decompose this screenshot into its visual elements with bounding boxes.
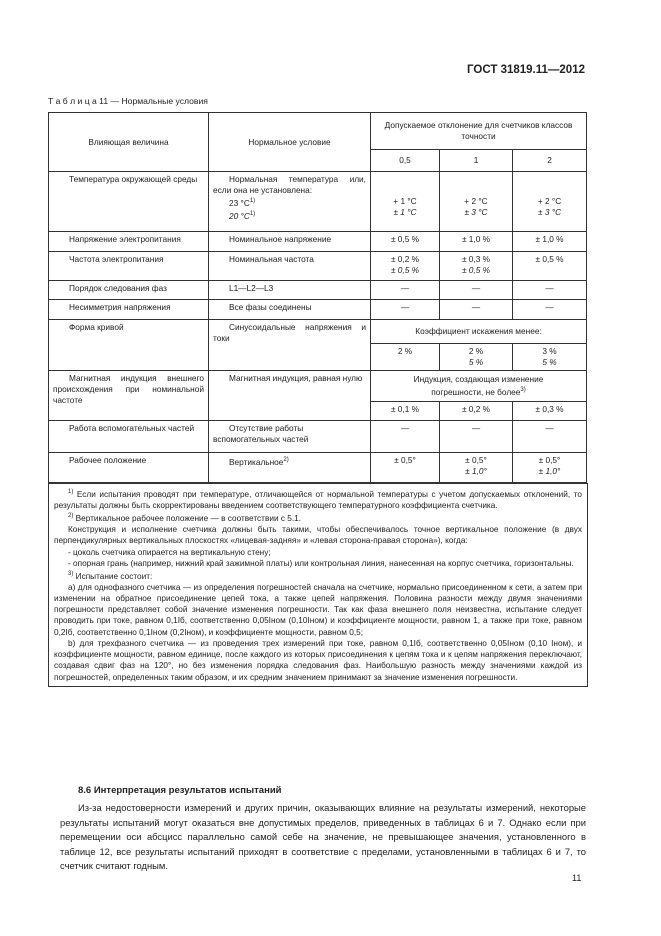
value-cell: ± 1,0 % xyxy=(440,232,513,252)
footnote-ref: 1) xyxy=(249,198,256,204)
condition-cell: Номинальная частота xyxy=(209,252,371,281)
table-row xyxy=(49,320,587,344)
condition-cell: L1—L2—L3 xyxy=(209,281,371,300)
normal-conditions-table xyxy=(48,112,587,483)
text: 5 % xyxy=(542,357,557,367)
class-header: 2 xyxy=(513,150,587,172)
section-paragraph: Из-за недостоверности измерений и других причин, оказывающих влияние на результаты измерений, некоторые результаты испытаний могут оказаться вне допустимых пределов, приведенных в таблицах 6 и 7. Однако если при перемещении оси абсцисс параллельно самой себе на значение, не превышающее значения, установленного в таблице 12, все результаты испытаний приходят в соответствие с пределами, установленными в таблицах 6 и 7, то счетчик считают годным. xyxy=(60,802,586,872)
condition-cell xyxy=(209,172,371,232)
value-cell: ± 0,1 % xyxy=(371,402,440,421)
factor-cell: Порядок следования фаз xyxy=(49,281,209,300)
factor-cell: Температура окружающей среды xyxy=(49,172,209,232)
text: 2) xyxy=(68,513,74,520)
condition-cell: Синусоидальные напряжения и токи xyxy=(209,320,371,371)
text: ± 3 °C xyxy=(537,207,562,217)
text: 3) xyxy=(68,570,74,577)
value-cell: ± 1,0 % xyxy=(513,232,587,252)
text: Вертикальное рабочее положение — в соответствии с 5.1. xyxy=(75,513,302,523)
footnote-ref: 1) xyxy=(249,210,256,217)
value-cell: ± 0,3 % xyxy=(513,402,587,421)
factor-cell: Форма кривой xyxy=(49,320,209,371)
table-row xyxy=(49,252,587,281)
value-cell: — xyxy=(440,300,513,320)
value-cell xyxy=(371,252,440,281)
value-cell: — xyxy=(440,281,513,300)
text: 3 % xyxy=(542,346,557,356)
cond-b: 20 °C xyxy=(229,210,250,221)
footnote-2-para: Конструкция и исполнение счетчика должны быть такими, чтобы обеспечивалось точное вертикальное положение (в двух перпендикулярных вертикальных плоскостях «лицевая-задняя» и «левая сторона-правая сторона»), когда: xyxy=(54,525,582,546)
text: ± 1 °C xyxy=(393,207,417,217)
footnote-3-b: b) для трехфазного счетчика — из проведения трех измерений при токе, равном 0,1Iб, соответственно 0,05Iном (0,10 Iном), и коэффициенте мощности, равном единице, после каждого из которых присоединения к цепям тока и к цепям напряжения переключают, создавая сдвиг фаз на 120°, но без изменения порядка следования фаз. Наибольшую разность между значениями каждой из погрешностей, определенных таким образом, и их средним значением принимают за значение изменения погрешности. xyxy=(54,638,582,682)
text: Испытание состоит: xyxy=(75,571,153,581)
text: ± 0,2 % xyxy=(390,254,420,264)
table-row xyxy=(49,453,587,483)
value-cell xyxy=(440,453,513,483)
value-cell xyxy=(371,172,440,232)
value-cell xyxy=(513,344,587,371)
text: ± 1,0° xyxy=(538,466,561,476)
text: 5 % xyxy=(468,357,484,367)
text: 2 % xyxy=(468,346,484,356)
span-cell xyxy=(371,371,587,402)
value-cell xyxy=(440,252,513,281)
text: ± 0,5 % xyxy=(461,265,491,275)
standard-header: ГОСТ 31819.11—2012 xyxy=(467,64,585,76)
value-cell xyxy=(513,172,587,232)
text: ± 0,3 % xyxy=(461,254,491,264)
text: Индукция, создающая изменение погрешности, не более xyxy=(413,374,544,397)
table-row xyxy=(49,371,587,402)
condition-text: Нормальная температура или, если она не установлена: xyxy=(213,174,366,195)
value-cell xyxy=(513,252,587,281)
value-cell: ± 0,5 % xyxy=(371,232,440,252)
condition-cell: Все фазы соединены xyxy=(209,300,371,320)
factor-cell: Рабочее положение xyxy=(49,453,209,483)
value-cell: — xyxy=(371,300,440,320)
text: ± 1,0° xyxy=(465,466,487,476)
text: ± 3 °C xyxy=(464,207,488,217)
condition-cell xyxy=(209,453,371,483)
value-cell: — xyxy=(371,281,440,300)
table-row xyxy=(49,300,587,320)
value-cell xyxy=(440,344,513,371)
text: + 1 °C xyxy=(393,196,417,206)
value-cell: — xyxy=(440,421,513,453)
table-caption: Т а б л и ц а 11 — Нормальные условия xyxy=(48,96,208,106)
text: + 2 °C xyxy=(464,196,488,206)
table-row xyxy=(49,421,587,453)
text: ± 0,5° xyxy=(465,455,487,465)
text: ± 0,5 % xyxy=(390,265,420,275)
text: ± 0,5° xyxy=(394,455,416,465)
value-cell: — xyxy=(513,281,587,300)
value-cell: ± 0,2 % xyxy=(440,402,513,421)
table-footnotes xyxy=(48,483,588,687)
value-cell xyxy=(371,453,440,483)
factor-cell: Несимметрия напряжения xyxy=(49,300,209,320)
text: 1) xyxy=(68,489,74,495)
footnote-2-item: - цоколь счетчика опирается на вертикальную стену; xyxy=(68,547,271,557)
text: ± 0,5 % xyxy=(535,254,564,264)
text: 2) xyxy=(283,457,289,463)
header-factor: Влияющая величина xyxy=(49,113,209,172)
condition-cell: Номинальное напряжение xyxy=(209,232,371,252)
value-cell: — xyxy=(513,300,587,320)
text: + 2 °C xyxy=(537,196,562,206)
footnote-2 xyxy=(54,511,582,524)
condition-cell: Магнитная индукция, равная нулю xyxy=(209,371,371,421)
value-cell xyxy=(513,453,587,483)
header-condition: Нормальное условие xyxy=(209,113,371,172)
value-cell xyxy=(371,344,440,371)
page-number: 11 xyxy=(572,873,582,883)
condition-value xyxy=(213,196,366,222)
span-cell: Коэффициент искажения менее: xyxy=(371,320,587,344)
condition-cell: Отсутствие работы вспомогательных частей xyxy=(209,421,371,453)
table-row xyxy=(49,232,587,252)
footnote-3-a: а) для однофазного счетчика — из определения погрешностей сначала на счетчике, нормально присоединенном к сети, а затем при изменении на обратное присоединение цепей тока, а также цепей напряжения. Половина разности между двумя значениями погрешности представляет собой значение изменения погрешности. Так как фаза внешнего поля неизвестна, испытание следует проводить при токе, равном 0,1Iб, соответственно 0,05Iном (0,10Iном) и коэффициенте мощности, равном 1, а также при токе, равном 0,2Iб, соответственно 0,1Iном (0,2Iном), и коэффициенте мощности, равном 0,5; xyxy=(54,582,582,637)
value-cell: — xyxy=(371,421,440,453)
value-cell xyxy=(440,172,513,232)
footnote-2-item: - опорная грань (например, нижний край зажимной платы) или контрольная линия, нанесенная на корпус счетчика, горизонтальны. xyxy=(68,558,574,568)
table-row xyxy=(49,172,587,232)
factor-cell: Частота электропитания xyxy=(49,252,209,281)
text: Вертикальное xyxy=(229,456,284,467)
header-deviation: Допускаемое отклонение для счетчиков классов точности xyxy=(371,113,587,150)
text: 2 % xyxy=(397,346,413,356)
factor-cell: Магнитная индукция внешнего происхождения при номинальной частоте xyxy=(49,371,209,421)
section-heading: 8.6 Интерпретация результатов испытаний xyxy=(78,785,282,796)
text: ± 0,5° xyxy=(538,455,561,465)
class-header: 0,5 xyxy=(371,150,440,172)
text: 3) xyxy=(520,387,526,394)
factor-cell: Напряжение электропитания xyxy=(49,232,209,252)
table-row xyxy=(49,281,587,300)
text: Если испытания проводят при температуре, отличающейся от нормальной температуры с учетом допускаемых отклонений, то результаты должны быть скорректированы введением соответствующего температурного коэффициента счетчика. xyxy=(54,489,582,510)
value-cell: — xyxy=(513,421,587,453)
footnote-1 xyxy=(54,487,582,511)
footnote-3 xyxy=(54,569,582,582)
factor-cell: Работа вспомогательных частей xyxy=(49,421,209,453)
cond-a: 23 °C xyxy=(229,197,250,208)
class-header: 1 xyxy=(440,150,513,172)
